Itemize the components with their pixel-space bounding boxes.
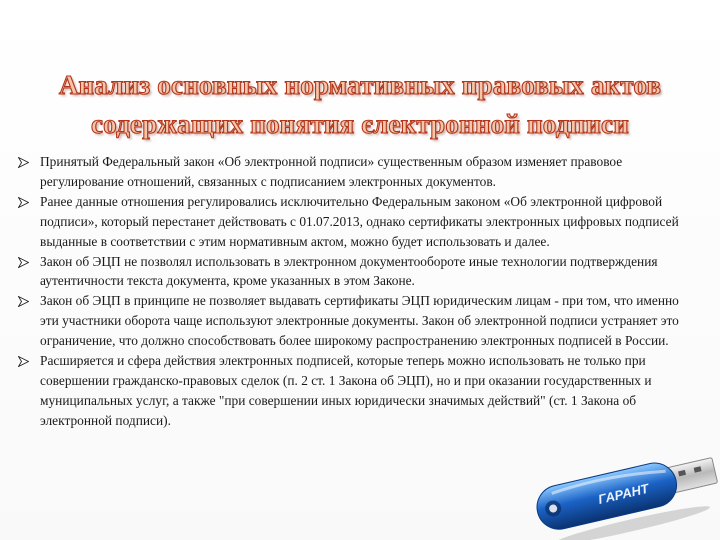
arrowhead-bullet-icon — [18, 197, 29, 208]
bullet-item — [18, 351, 700, 431]
arrowhead-bullet-icon — [18, 257, 29, 268]
arrowhead-bullet-icon — [18, 296, 29, 307]
title-line-2: содержащих понятия єлектронной подписи — [90, 109, 629, 139]
arrowhead-bullet-icon — [18, 356, 29, 367]
arrowhead-bullet-icon — [18, 157, 29, 168]
bullet-item — [18, 192, 700, 252]
bullet-item — [18, 291, 700, 351]
bullet-list — [18, 152, 700, 431]
bullet-text: Расширяется и сфера действия электронных подписей, которые теперь можно использовать не только при совершении гражданско-правовых сделок (п. 2 ст. 1 Закона об ЭЦП), но и при оказании государственных и муниципальных услуг, а также "при совершении иных юридически значимых действий" (ст. 1 Закона об электронной подписи). — [40, 353, 652, 428]
bullet-text: Ранее данные отношения регулировались исключительно Федеральным законом «Об электронной цифровой подписи», который перестанет действовать с 01.07.2013, однако сертификаты электронных цифровых подписей выданные в соответствии с этим нормативным актом, можно будет использовать и далее. — [40, 193, 679, 249]
usb-token-illustration — [530, 440, 720, 540]
bullet-item — [18, 152, 700, 192]
bullet-item — [18, 252, 700, 292]
title-line-1: Анализ основных нормативных правовых актов — [58, 70, 662, 100]
bullet-text: Закон об ЭЦП не позволял использовать в электронном документообороте иные технологии подтверждения аутентичности текста документа, кроме указанных в этом Законе. — [40, 253, 658, 289]
bullet-text: Принятый Федеральный закон «Об электронной подписи» существенным образом изменяет правовое регулирование отношений, связанных с подписанием электронных документов. — [40, 154, 623, 189]
token-brand-label: ГАРАНТ — [596, 480, 651, 507]
bullet-text: Закон об ЭЦП в принципе не позволяет выдавать сертификаты ЭЦП юридическим лицам - при том, что именно эти участники оборота чаще используют электронные документы. Закон об электронной подписи устраняет это ограничение, что должно способствовать более широкому распространению электронных подписей в России. — [40, 293, 679, 349]
slide-title — [0, 66, 720, 144]
